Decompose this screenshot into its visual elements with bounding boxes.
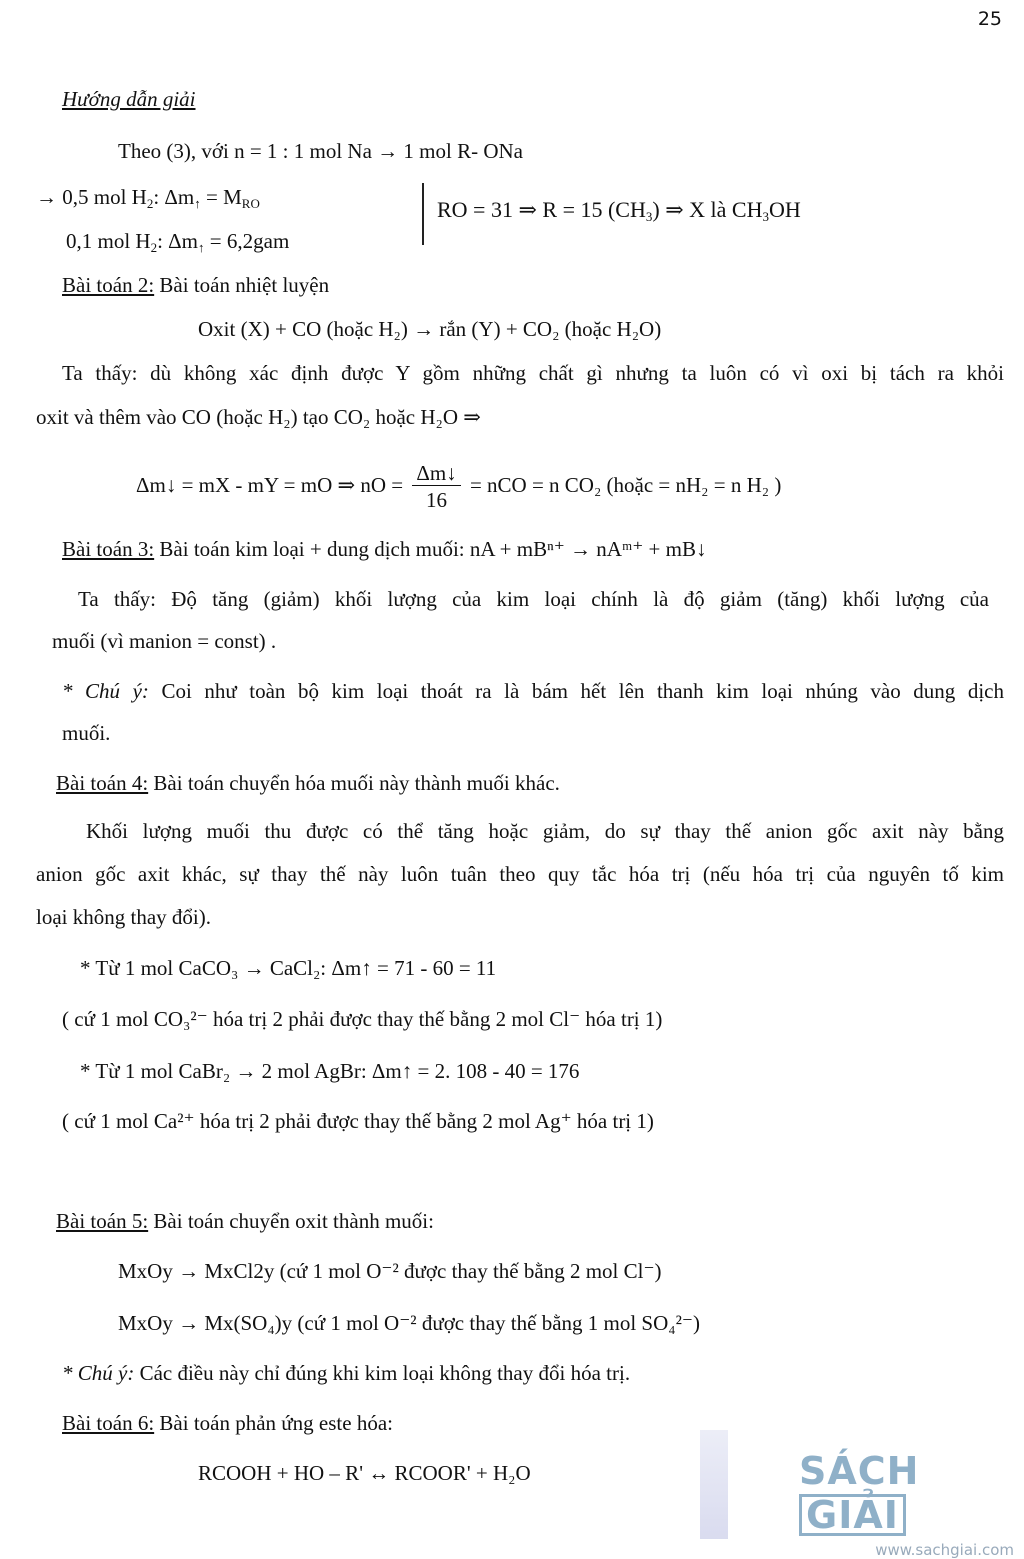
bt4-para-3: loại không thay đổi).: [36, 905, 211, 929]
bt4-para-1: Khối lượng muối thu được có thể tăng hoặc giảm, do sự thay thế anion gốc axit này bằng: [86, 819, 1004, 843]
sachgiai-logo: SÁCHGIẢI www.sachgiai.com: [799, 1449, 1014, 1559]
example-2-note: ( cứ 1 mol Ca²⁺ hóa trị 2 phải được thay thế bằng 2 mol Ag⁺ hóa trị 1): [62, 1109, 654, 1133]
line-05-mol: → 0,5 mol $H_2$: $\Delta m_↑ = M_{RO}$: [36, 185, 260, 211]
example-1-note: ( cứ 1 mol CO₃²⁻ hóa trị 2 phải được thay thế bằng 2 mol Cl⁻ hóa trị 1): [62, 1007, 663, 1031]
bt2-equation: Oxit (X) + CO (hoặc H₂) → rắn (Y) + CO₂ (hoặc H₂O): [198, 317, 662, 341]
bt6-heading: Bài toán 6: Bài toán phản ứng este hóa:: [62, 1411, 393, 1435]
vertical-divider: [422, 183, 424, 245]
bt5-heading: Bài toán 5: Bài toán chuyển oxit thành muối:: [56, 1209, 434, 1233]
bt4-para-2: anion gốc axit khác, sự thay thế này luôn tuân theo quy tắc hóa trị (nếu hóa trị của nguyên tố kim: [36, 862, 1004, 886]
bt5-eq-2: MxOy → Mx(SO₄)y (cứ 1 mol O⁻² được thay thế bằng 1 mol SO₄²⁻): [118, 1311, 700, 1335]
note-2: * Chú ý: Các điều này chỉ đúng khi kim loại không thay đổi hóa trị.: [62, 1361, 631, 1385]
decorative-bar: [700, 1430, 728, 1539]
fraction: $\frac{\Delta m↓}{16}$: [412, 461, 460, 514]
bt2-para-1: Ta thấy: dù không xác định được Y gồm những chất gì nhưng ta luôn có vì oxi bị tách ra khỏi: [62, 361, 1004, 385]
solution-heading: Hướng dẫn giải: [62, 87, 196, 111]
example-2: * Từ 1 mol CaBr₂ → 2 mol AgBr: Δm↑ = 2. 108 - 40 = 176: [80, 1059, 580, 1083]
bt3-para-2: muối (vì manion = const) .: [52, 629, 277, 653]
note-1-cont: muối.: [62, 721, 111, 745]
bt3-heading: Bài toán 3: Bài toán kim loại + dung dịch muối: nA + mBⁿ⁺ → nAᵐ⁺ + mB↓: [62, 537, 707, 561]
note-1: * Chú ý: Coi như toàn bộ kim loại thoát ra là bám hết lên thanh kim loại nhúng vào dung dịch: [62, 679, 1004, 703]
bt6-equation: RCOOH + HO – R' ↔ RCOOR' + H₂O: [198, 1461, 531, 1485]
page-number: 25: [977, 8, 1002, 30]
line-theo-3: Theo (3), với n = 1 : 1 mol Na → 1 mol R- ONa: [118, 139, 523, 163]
bt2-formula: Δm↓ = mX - mY = mO ⇒ nO = $\frac{\Delta m↓}{16}$ = nCO = n CO₂ (hoặc = nH₂ = n H₂ ): [136, 460, 782, 512]
line-01-mol: 0,1 mol $H_2$: $\Delta m_↑ = 6,2gam$: [66, 229, 290, 255]
example-1: * Từ 1 mol CaCO₃ → CaCl₂: Δm↑ = 71 - 60 = 11: [80, 956, 497, 980]
result-ro: RO = 31 ⇒ R = 15 $(CH_3)$ ⇒ X là $CH_3OH$: [437, 197, 801, 224]
bt2-para-2: oxit và thêm vào CO (hoặc H₂) tạo CO₂ hoặc H₂O ⇒: [36, 405, 481, 429]
bt4-heading: Bài toán 4: Bài toán chuyển hóa muối này thành muối khác.: [56, 771, 560, 795]
bt3-para-1: Ta thấy: Độ tăng (giảm) khối lượng của kim loại chính là độ giảm (tăng) khối lượng của: [78, 587, 989, 611]
bt5-eq-1: MxOy → MxCl2y (cứ 1 mol O⁻² được thay thế bằng 2 mol Cl⁻): [118, 1259, 662, 1283]
bt2-heading: Bài toán 2: Bài toán nhiệt luyện: [62, 273, 330, 297]
